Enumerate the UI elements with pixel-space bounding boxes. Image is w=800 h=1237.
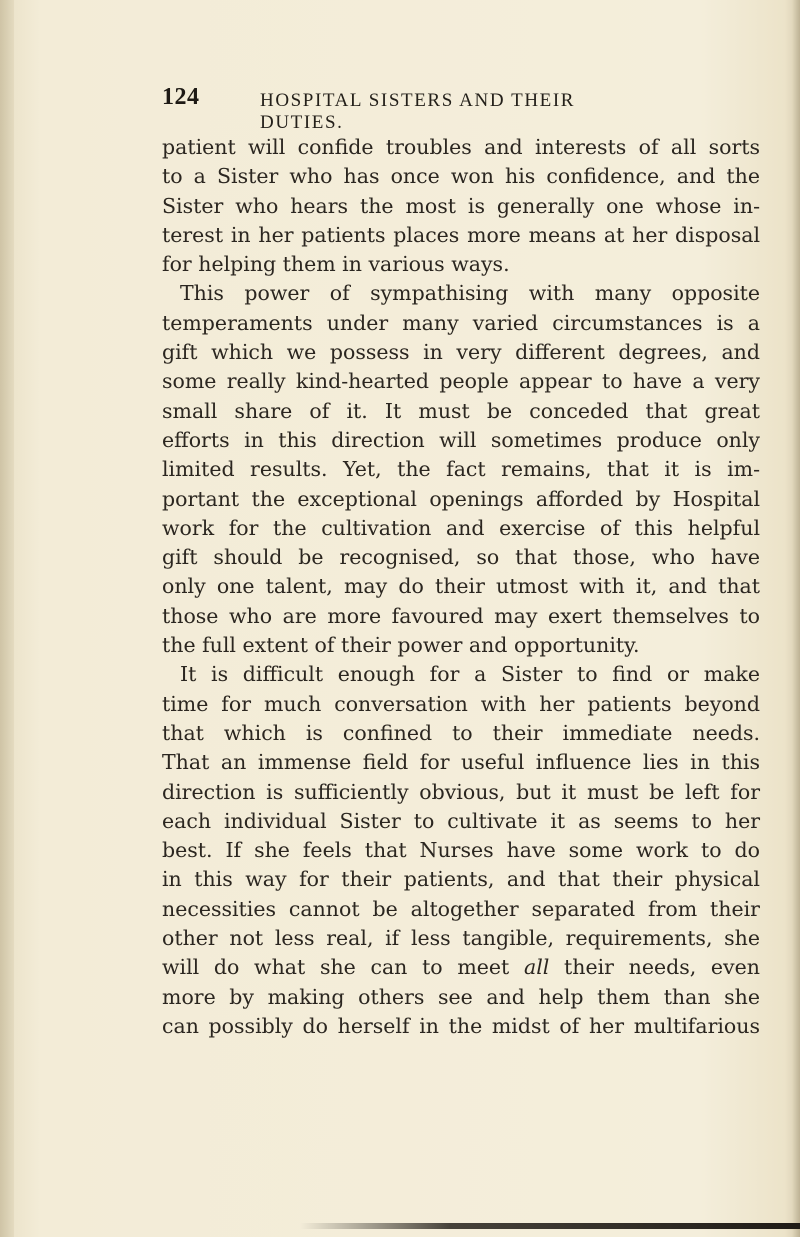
running-head: HOSPITAL SISTERS AND THEIR DUTIES. bbox=[260, 90, 576, 133]
text-line: necessities cannot be altogether separated from their bbox=[162, 896, 760, 921]
text-line: direction is sufficiently obvious, but it must be left for bbox=[162, 779, 760, 804]
text-line: some really kind-hearted people appear to have a very bbox=[162, 369, 760, 394]
text-line: patient will confide troubles and interests of all sorts bbox=[162, 135, 760, 159]
text-line: That an immense field for useful influence lies in this bbox=[162, 750, 760, 775]
text-line: for helping them in various ways. bbox=[162, 252, 510, 277]
text-line-paragraph-start: This power of sympathising with many opposite bbox=[180, 281, 760, 306]
text-line-paragraph-start: It is difficult enough for a Sister to find or make bbox=[180, 662, 760, 687]
text-fragment: will do what she can to meet bbox=[162, 955, 510, 980]
body-text bbox=[162, 133, 760, 1041]
text-line: time for much conversation with her patients beyond bbox=[162, 691, 760, 716]
text-line: can possibly do herself in the midst of her multifarious bbox=[162, 1013, 760, 1038]
text-line: the full extent of their power and opportunity. bbox=[162, 633, 640, 658]
text-fragment: their needs, even bbox=[564, 955, 760, 980]
text-line: gift should be recognised, so that those, who have bbox=[162, 545, 760, 570]
text-line: each individual Sister to cultivate it as seems to her bbox=[162, 808, 760, 833]
page-bottom-edge bbox=[300, 1223, 800, 1229]
text-line: work for the cultivation and exercise of this helpful bbox=[162, 515, 760, 540]
text-line: to a Sister who has once won his confidence, and the bbox=[162, 164, 760, 189]
page-header bbox=[162, 84, 662, 133]
page-gutter-shadow bbox=[0, 0, 14, 1237]
text-line: best. If she feels that Nurses have some work to do bbox=[162, 838, 760, 863]
page-edge-shadow bbox=[792, 0, 800, 1237]
text-line: terest in her patients places more means at her disposal bbox=[162, 222, 760, 247]
text-line: in this way for their patients, and that their physical bbox=[162, 867, 760, 892]
page-number: 124 bbox=[162, 84, 200, 110]
text-line: gift which we possess in very different degrees, and bbox=[162, 340, 760, 365]
text-line: small share of it. It must be conceded that great bbox=[162, 398, 760, 423]
text-line: those who are more favoured may exert themselves to bbox=[162, 603, 760, 628]
emphasized-word: all bbox=[523, 955, 550, 980]
text-line: limited results. Yet, the fact remains, that it is im- bbox=[162, 457, 760, 482]
text-line: that which is confined to their immediate needs. bbox=[162, 720, 760, 745]
text-line: efforts in this direction will sometimes produce only bbox=[162, 427, 760, 452]
text-line-with-emphasis bbox=[162, 953, 760, 982]
text-line: other not less real, if less tangible, requirements, she bbox=[162, 926, 760, 951]
text-line: more by making others see and help them than she bbox=[162, 984, 760, 1009]
text-line: portant the exceptional openings afforded by Hospital bbox=[162, 486, 760, 511]
text-line: only one talent, may do their utmost with it, and that bbox=[162, 574, 760, 599]
text-line: Sister who hears the most is generally one whose in- bbox=[162, 193, 760, 218]
text-line: temperaments under many varied circumstances is a bbox=[162, 310, 760, 335]
